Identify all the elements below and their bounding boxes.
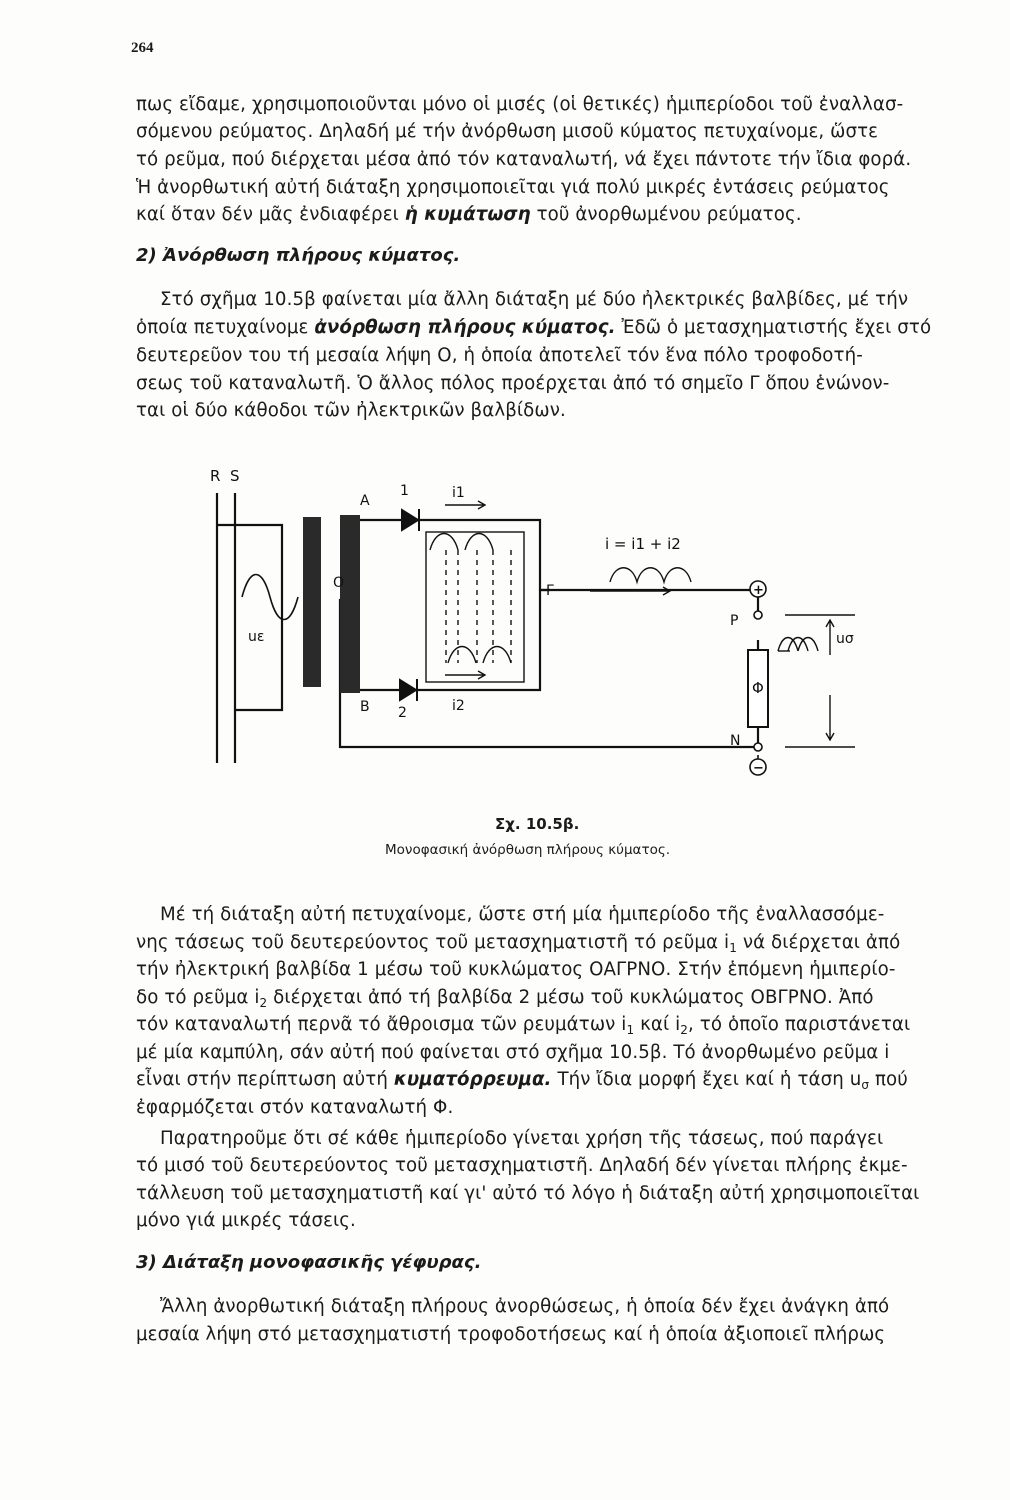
label-minus: −: [753, 761, 764, 776]
full-wave-rectifier-diagram: [190, 465, 854, 805]
wire-gamma-to-load: [540, 590, 758, 615]
subscript: 2: [680, 1023, 689, 1037]
text-line: πως εἴδαμε, χρησιμοποιοῦνται μόνο οἱ μισές (οἱ θετικές) ἡμιπερίοδοι τοῦ ἐναλλασ-: [136, 94, 904, 115]
text-span: καί ὅταν δέν μᾶς ἐνδιαφέρει: [136, 204, 399, 225]
sine-wave-icon: [242, 575, 298, 620]
sum-current-waveform: [610, 568, 691, 582]
page-number: 264: [131, 40, 154, 56]
text-span: , τό ὁποῖο παριστάνεται: [688, 1014, 911, 1035]
i2-arrow-icon: [445, 671, 485, 679]
text-line: [136, 987, 874, 1009]
label-load-phi: Φ: [752, 679, 764, 697]
text-line: τάλλευση τοῦ μετασχηματιστῆ καί γι' αὐτό τό λόγο ἡ διάταξη αὐτή χρησιμοποιεῖται: [136, 1183, 920, 1204]
diode-2-icon: [400, 680, 416, 700]
emphasis-term: κυματόρρευμα.: [393, 1069, 552, 1090]
label-r: R: [210, 467, 221, 485]
section-heading-2: 2) Ἀνόρθωση πλήρους κύματος.: [136, 245, 461, 266]
sum-arrow-icon: [590, 587, 670, 595]
label-i2: i2: [452, 698, 465, 714]
text-line: [136, 204, 802, 226]
label-b: B: [360, 699, 370, 715]
wire-diode1-to-gamma: [419, 520, 550, 590]
label-gamma: Γ: [546, 583, 554, 599]
subscript: σ: [861, 1078, 870, 1092]
text-span: ὁποία πετυχαίνομε: [136, 317, 309, 338]
label-diode-1: 1: [400, 483, 409, 499]
section-heading-3: 3) Διάταξη μονοφασικῆς γέφυρας.: [136, 1252, 482, 1273]
text-line: σεως τοῦ καταναλωτῆ. Ὁ ἄλλος πόλος προέρχεται ἀπό τό σημεῖο Γ ὅπου ἑνώνον-: [136, 373, 890, 394]
wire-center-tap: [340, 600, 758, 747]
text-line: [136, 932, 900, 954]
text-line: τό μισό τοῦ δευτερεύοντος τοῦ μετασχηματιστῆ. Δηλαδή δέν γίνεται πλήρης ἐκμε-: [136, 1155, 908, 1176]
figure-caption: Μονοφασική ἀνόρθωση πλήρους κύματος.: [385, 842, 671, 858]
text-line: μεσαία λήψη στό μετασχηματιστή τροφοδοτήσεως καί ἡ ὁποία ἀξιοποιεῖ πλήρως: [136, 1324, 886, 1345]
label-n: N: [730, 733, 741, 749]
text-line: Παρατηροῦμε ὅτι σέ κάθε ἡμιπερίοδο γίνεται χρήση τῆς τάσεως, πού παράγει: [160, 1128, 884, 1149]
text-line: Μέ τή διάταξη αὐτή πετυχαίνομε, ὥστε στή μία ἡμιπερίοδο τῆς ἐναλλασσόμε-: [160, 904, 885, 925]
text-span: Τήν ἴδια μορφή ἔχει καί ἡ τάση u: [557, 1069, 862, 1090]
subscript: 1: [729, 941, 737, 955]
terminal-p-icon: [754, 611, 762, 619]
transformer-primary-winding: [303, 517, 321, 687]
text-line: μόνο γιά μικρές τάσεις.: [136, 1210, 356, 1231]
label-o: O: [333, 575, 345, 591]
text-span: πού: [874, 1069, 908, 1090]
text-line: τήν ἠλεκτρική βαλβίδα 1 μέσω τοῦ κυκλώματος ΟΑΓΡΝΟ. Στήν ἑπόμενη ἡμιπερίο-: [136, 959, 896, 980]
text-line: Ἄλλη ἀνορθωτική διάταξη πλήρους ἀνορθώσεως, ἡ ὁποία δέν ἔχει ἀνάγκη ἀπό: [160, 1296, 890, 1317]
text-span: νά διέρχεται ἀπό: [742, 932, 901, 953]
text-span: διέρχεται ἀπό τή βαλβίδα 2 μέσω τοῦ κυκλώματος ΟΒΓΡΝΟ. Ἀπό: [273, 987, 874, 1008]
text-line: μέ μία καμπύλη, σάν αὐτή πού φαίνεται στό σχῆμα 10.5β. Τό ἀνορθωμένο ρεῦμα i: [136, 1042, 890, 1063]
primary-connection: [217, 525, 282, 710]
text-line: δευτερεῦον του τή μεσαία λήψη Ο, ἡ ὁποία ἀποτελεῖ τόν ἕνα πόλο τροφοδοτή-: [136, 345, 863, 366]
text-line: ται οἱ δύο κάθοδοι τῶν ἠλεκτρικῶν βαλβίδων.: [136, 400, 566, 421]
voltage-arrow-down-icon: [826, 695, 834, 740]
label-s: S: [230, 467, 240, 485]
text-span: δο τό ρεῦμα i: [136, 987, 260, 1008]
text-line: ἐφαρμόζεται στόν καταναλωτή Φ.: [136, 1097, 454, 1118]
text-span: Ἐδῶ ὁ μετασχηματιστής ἔχει στό: [621, 317, 932, 338]
label-i1: i1: [452, 485, 465, 501]
subscript: 1: [626, 1023, 635, 1037]
text-line: σόμενου ρεύματος. Δηλαδή μέ τήν ἀνόρθωση μισοῦ κύματος πετυχαίνομε, ὥστε: [136, 121, 879, 142]
text-span: νης τάσεως τοῦ δευτερεύοντος τοῦ μετασχηματιστῆ τό ρεῦμα i: [136, 932, 730, 953]
label-plus: +: [753, 583, 764, 598]
label-a: A: [360, 493, 370, 509]
voltage-arrow-up-icon: [826, 620, 834, 655]
text-line: τό ρεῦμα, πού διέρχεται μέσα ἀπό τόν καταναλωτή, νά ἔχει πάντοτε τήν ἴδια φορά.: [136, 149, 912, 170]
emphasis-term: ἡ κυμάτωση: [404, 204, 531, 225]
label-p: P: [730, 613, 739, 629]
text-line: Ἡ ἀνορθωτική αὐτή διάταξη χρησιμοποιεῖται γιά πολύ μικρές ἐντάσεις ρεύματος: [136, 177, 890, 198]
text-span: εἶναι στήν περίπτωση αὐτή: [136, 1069, 388, 1090]
i1-waveform: [430, 534, 493, 551]
text-line: [136, 317, 931, 339]
diode-1-icon: [402, 510, 418, 530]
text-span: καί i: [640, 1014, 681, 1035]
subscript: 2: [259, 996, 268, 1010]
i1-arrow-icon: [445, 501, 485, 509]
emphasis-term: ἀνόρθωση πλήρους κύματος.: [314, 317, 616, 338]
label-current-sum: i = i1 + i2: [605, 535, 681, 553]
text-line: [136, 1069, 908, 1091]
text-line: Στό σχῆμα 10.5β φαίνεται μία ἄλλη διάταξη μέ δύο ἠλεκτρικές βαλβίδες, μέ τήν: [160, 289, 909, 310]
terminal-n-icon: [754, 743, 762, 751]
label-diode-2: 2: [398, 705, 407, 721]
label-output-voltage: uσ: [836, 631, 854, 647]
transformer-secondary-winding: [340, 515, 360, 693]
text-span: τόν καταναλωτή περνᾶ τό ἄθροισμα τῶν ρευμάτων i: [136, 1014, 627, 1035]
text-span: τοῦ ἀνορθωμένου ρεύματος.: [536, 204, 802, 225]
label-input-voltage: uε: [248, 629, 265, 645]
text-line: [136, 1014, 910, 1036]
figure-number: Σχ. 10.5β.: [495, 815, 580, 833]
